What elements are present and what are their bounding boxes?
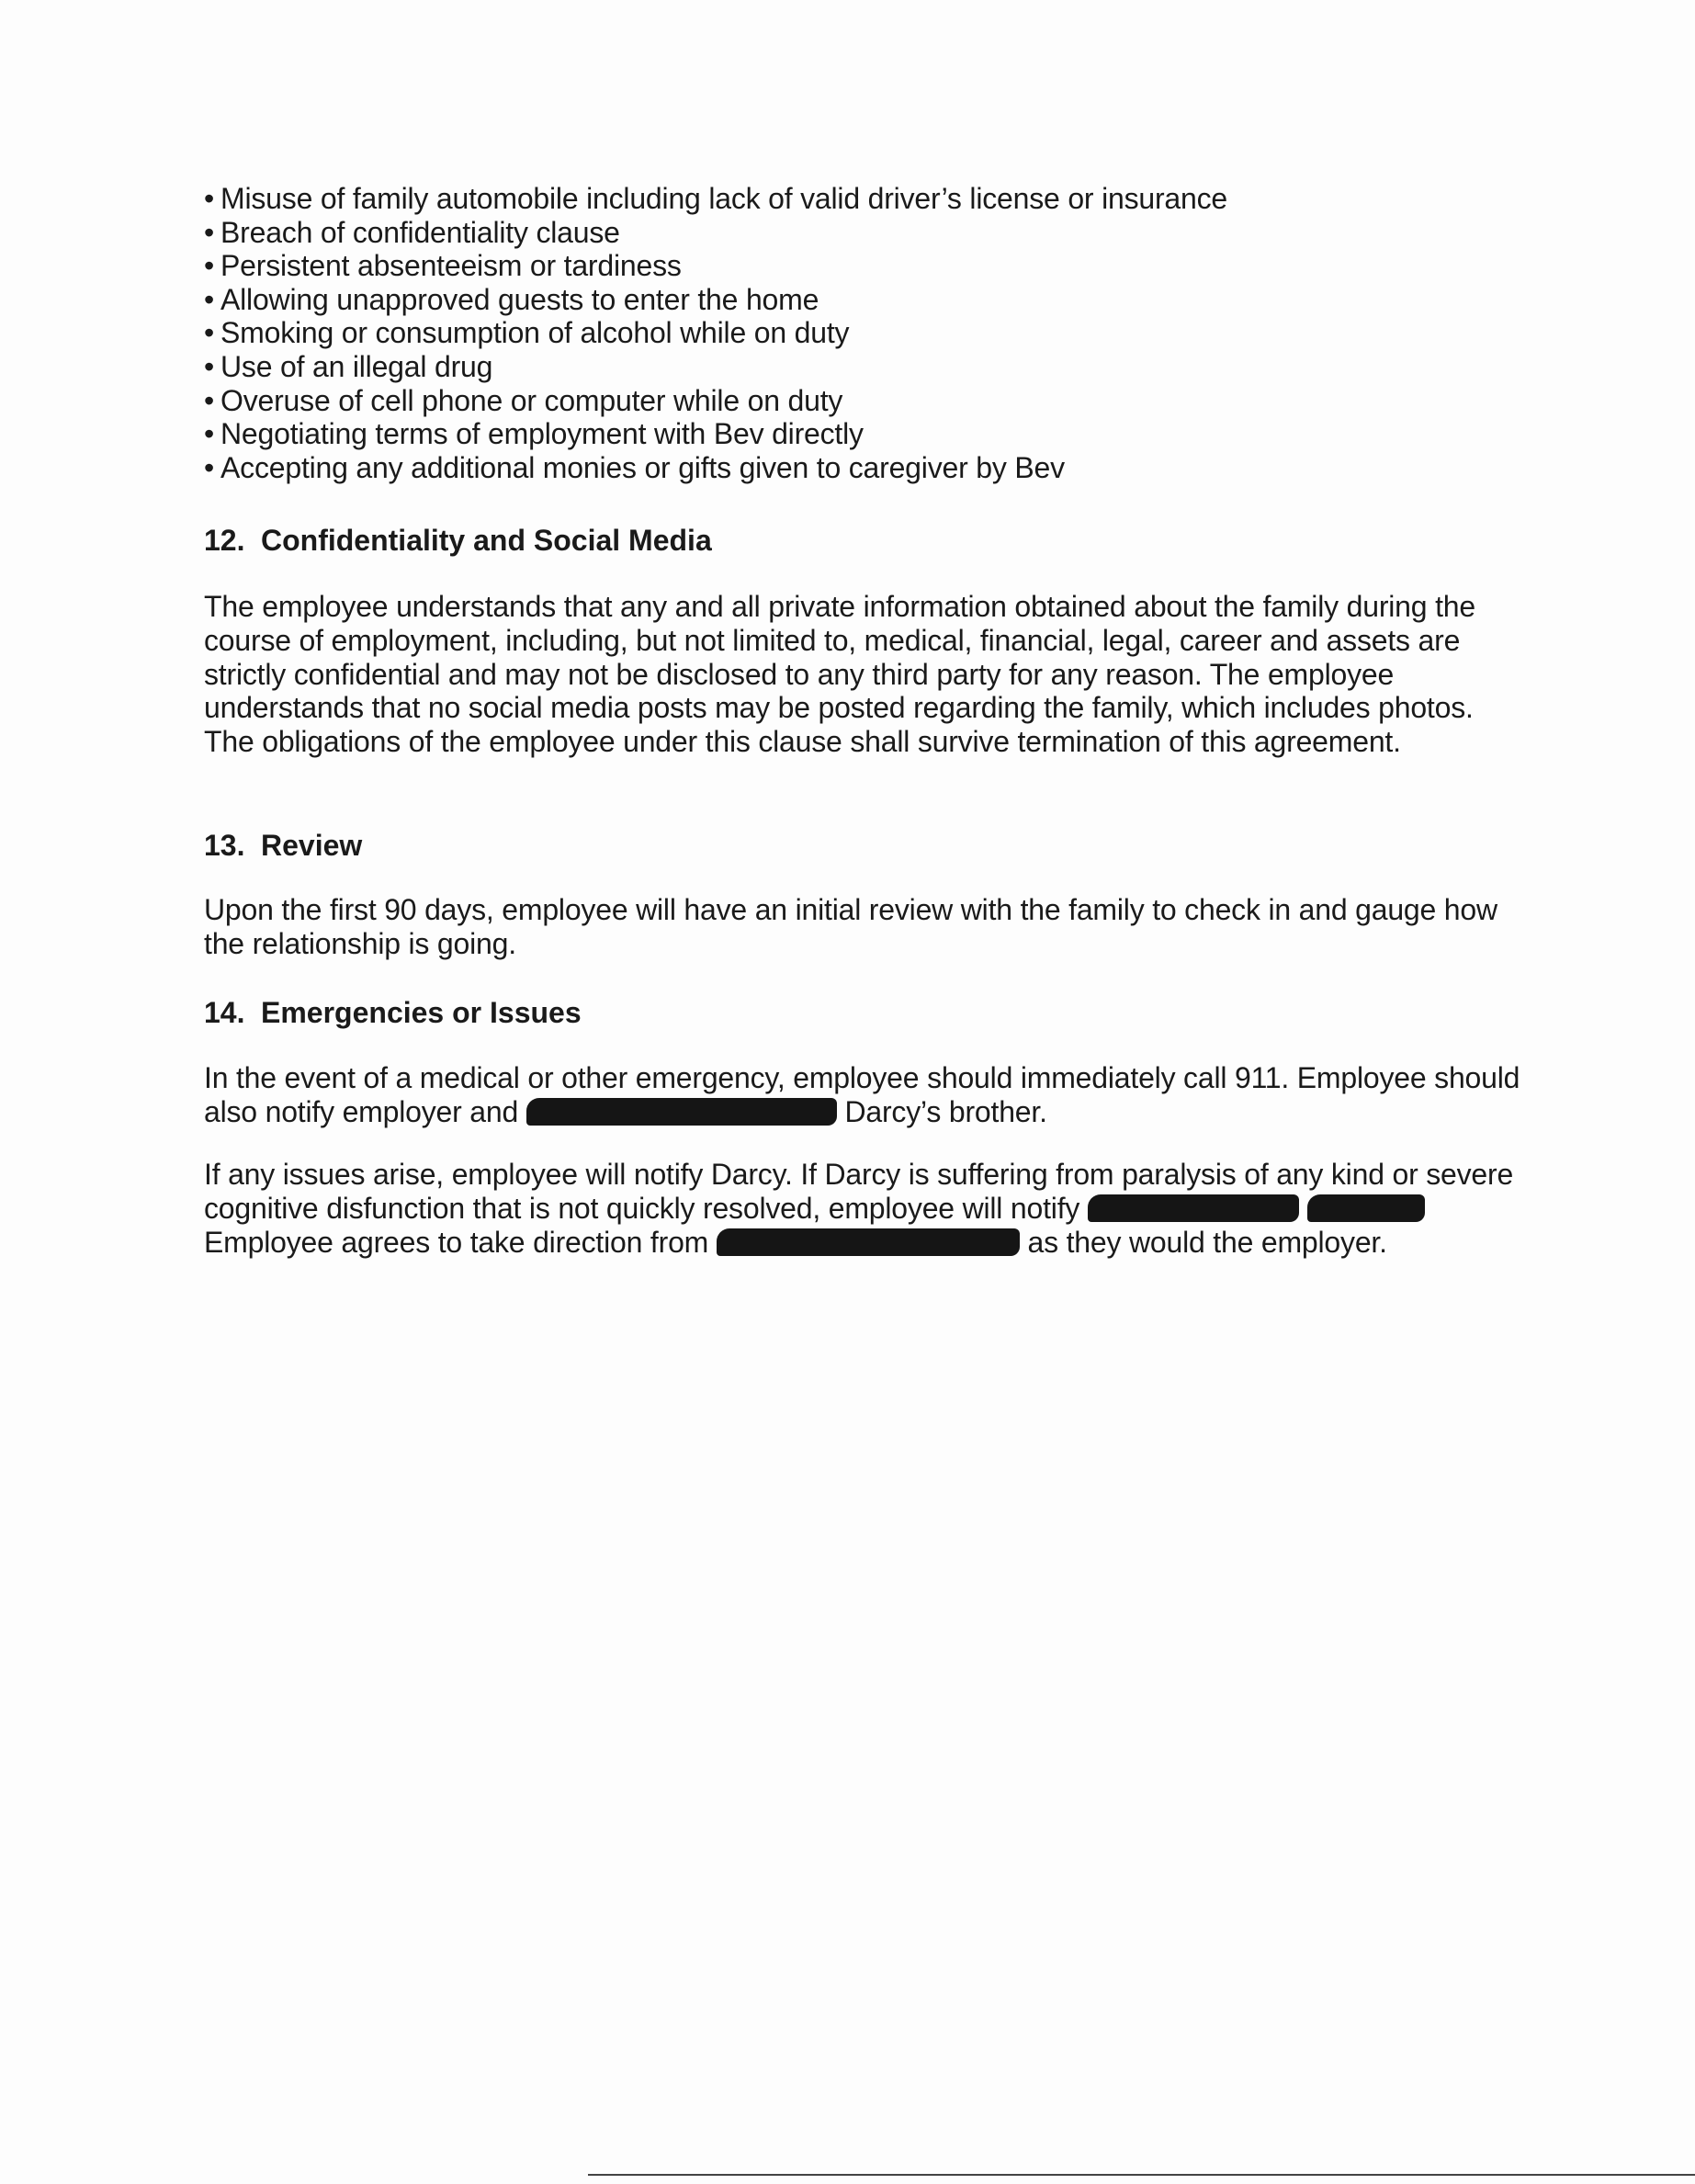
section-14-heading [204,996,582,1030]
list-item [204,417,1518,451]
bullet-glyph: • [204,417,215,451]
list-item-text: Overuse of cell phone or computer while on duty [220,383,843,417]
redaction-mark [717,1228,1020,1256]
bullet-glyph: • [204,249,215,283]
list-item [204,384,1518,418]
list-item [204,249,1518,283]
paragraph-text: Employee agrees to take direction from [204,1225,709,1259]
section-number: 14. [204,996,245,1029]
list-item [204,283,1518,317]
paragraph-text: If any issues arise, employee will notify Darcy. If Darcy is suffering from paralysis of any kind or severe cognitive disfunction that is not quickly resolved, employee will notify [204,1158,1514,1225]
paragraph-text: Darcy’s brother. [844,1094,1047,1128]
list-item [204,216,1518,250]
bullet-glyph: • [204,349,215,383]
termination-grounds-list [204,182,1518,484]
list-item-text: Breach of confidentiality clause [220,215,620,249]
list-item-text: Allowing unapproved guests to enter the home [220,282,819,316]
list-item [204,182,1518,216]
section-13-body: Upon the first 90 days, employee will have an initial review with the family to check in and gauge how the relationship is going. [204,893,1497,960]
list-item-text: Accepting any additional monies or gifts given to caregiver by Bev [220,450,1065,484]
bullet-glyph: • [204,316,215,350]
redaction-mark [526,1098,837,1126]
paragraph-text: as they would the employer. [1027,1225,1387,1259]
bullet-glyph: • [204,383,215,417]
section-13-heading [204,829,362,863]
list-item-text: Persistent absenteeism or tardiness [220,249,682,283]
list-item-text: Negotiating terms of employment with Bev directly [220,417,864,451]
section-14-paragraph-1 [204,1061,1527,1129]
paragraph-text: In the event of a medical or other emergency, employee should immediately call 911. Employee should also notify employer and [204,1061,1520,1128]
bullet-glyph: • [204,215,215,249]
list-item-text: Smoking or consumption of alcohol while on duty [220,316,850,350]
document-body [204,182,1520,1259]
section-number: 13. [204,829,245,862]
section-12-heading [204,524,712,558]
section-title: Emergencies or Issues [261,996,582,1029]
page-bottom-rule [588,2174,1695,2176]
list-item [204,316,1518,350]
list-item-text: Misuse of family automobile including lack of valid driver’s license or insurance [220,182,1228,215]
bullet-glyph: • [204,450,215,484]
list-item [204,451,1518,485]
bullet-glyph: • [204,282,215,316]
section-title: Review [261,829,363,862]
section-title: Confidentiality and Social Media [261,524,712,557]
redaction-mark [1088,1194,1299,1222]
list-item [204,350,1518,384]
bullet-glyph: • [204,182,215,215]
redaction-mark [1307,1194,1425,1222]
section-12-body: The employee understands that any and all private information obtained about the family during the course of employment, including, but not limited to, medical, financial, legal, career and assets are strictly confidential and may not be disclosed to any third party for any reason. The employee understands that no social media posts may be posted regarding the family, which includes photos. The obligations of the employee under this clause shall survive termination of this agreement. [204,590,1475,759]
list-item-text: Use of an illegal drug [220,349,493,383]
section-14-paragraph-2 [204,1158,1527,1259]
section-number: 12. [204,524,245,557]
